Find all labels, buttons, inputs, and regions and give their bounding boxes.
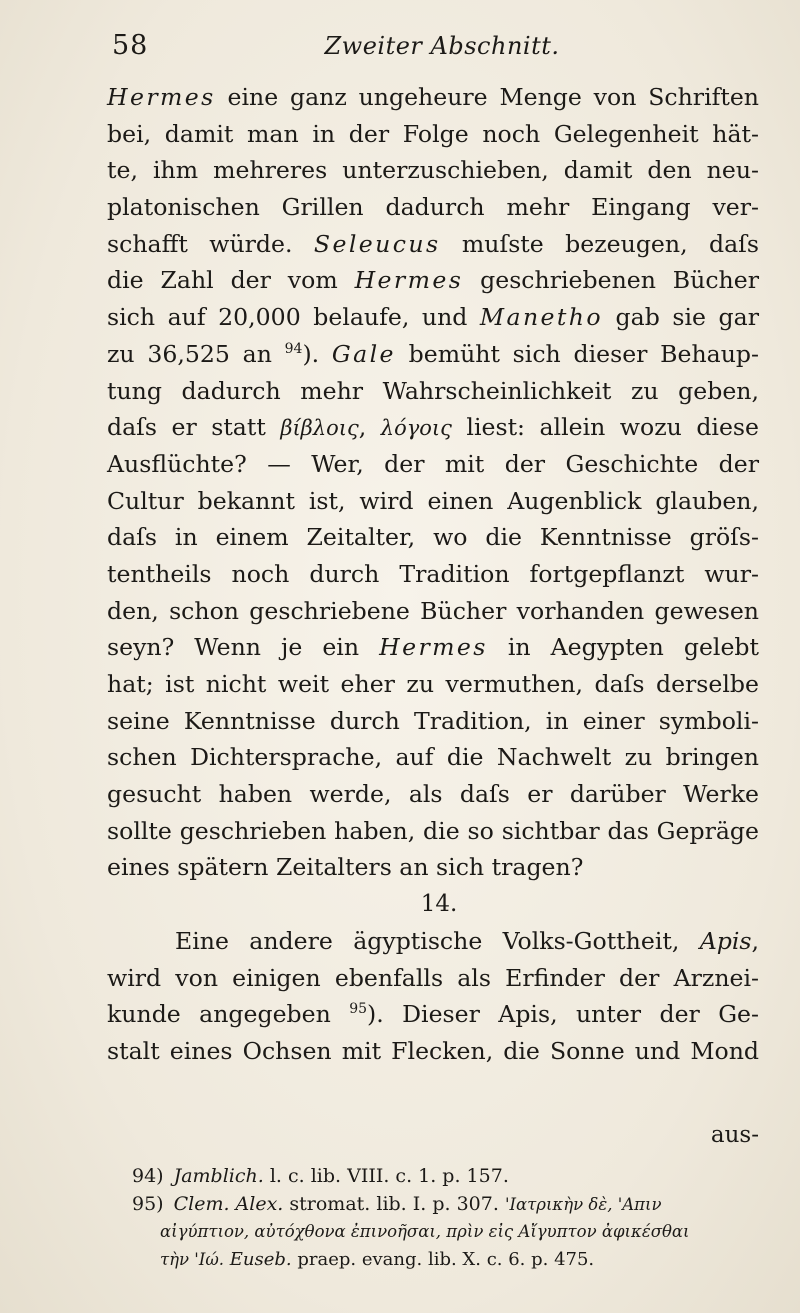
section-number: 14.	[420, 891, 458, 918]
text-line: bei, damit man in der Folge noch Gelegenheit hät-	[107, 119, 759, 148]
text-line: platonischen Grillen dadurch mehr Eingang ver-	[107, 193, 759, 222]
text-span: in Aegypten gelebt	[487, 633, 760, 662]
text-span: sich auf 20,000 belaufe, und	[107, 303, 480, 332]
text-line	[107, 79, 759, 116]
name-hermes: Hermes	[107, 83, 216, 111]
text-line	[107, 996, 759, 1033]
footnotes	[132, 1162, 760, 1274]
text-line: Ausflüchte? — Wer, der mit der Geschichte der	[107, 449, 759, 478]
text-line	[107, 299, 759, 336]
text-span: muſste bezeugen, daſs	[440, 229, 760, 258]
text-line	[107, 336, 759, 373]
text-line: Cultur bekannt ist, wird einen Augenblick glauben,	[107, 486, 759, 515]
text-span: liest: allein wozu diese	[451, 413, 759, 442]
text-span: Eine andere ägyptische Volks-Gottheit,	[175, 926, 700, 955]
text-line: sollte geschrieben haben, die so sichtbar das Gepräge	[107, 816, 759, 845]
text-line	[107, 226, 759, 263]
text-span: daſs er statt	[107, 413, 281, 442]
text-line: eines spätern Zeitalters an sich tragen?	[107, 853, 584, 882]
text-line: tung dadurch mehr Wahrscheinlichkeit zu geben,	[107, 376, 759, 405]
footnote-author: Clem. Alex.	[173, 1193, 284, 1215]
text-span: bemüht sich dieser Behaup-	[395, 339, 759, 368]
page-number: 58	[112, 30, 149, 61]
footnote-95	[132, 1190, 760, 1218]
text-span: die Zahl der vom	[107, 266, 355, 295]
name-hermes: Hermes	[379, 633, 488, 662]
catchword: aus-	[710, 1122, 759, 1148]
greek-word: βίβλοις	[280, 416, 359, 441]
name-hermes: Hermes	[354, 266, 464, 295]
footnote-author: Euseb.	[224, 1249, 292, 1270]
text-line: daſs in einem Zeitalter, wo die Kenntnisse gröſs-	[107, 523, 759, 552]
text-span: ,	[751, 926, 759, 955]
text-span: kunde angegeben	[107, 1000, 350, 1029]
name-seleucus: Seleucus	[313, 229, 441, 258]
footnote-label: 94)	[132, 1165, 164, 1187]
main-text	[107, 79, 759, 1070]
footnote-text: l. c. lib. VIII. c. 1. p. 157.	[263, 1165, 509, 1187]
footnote-line	[132, 1246, 760, 1274]
footnote-greek: 'Ιατρικὴν δὲ, 'Απιν	[504, 1195, 662, 1214]
text-span: zu 36,525 an	[107, 339, 285, 368]
footnote-text: praep. evang. lib. X. c. 6. p. 475.	[291, 1249, 595, 1270]
footnote-ref-94: 94	[284, 340, 303, 357]
text-line	[107, 409, 759, 446]
text-line: den, schon geschriebene Bücher vorhanden gewesen	[107, 596, 759, 625]
text-line: hat; ist nicht weit eher zu vermuthen, daſs derselbe	[107, 670, 759, 698]
name-gale: Gale	[331, 339, 396, 368]
text-line	[107, 629, 759, 666]
page-header	[112, 30, 772, 70]
name-manetho: Manetho	[479, 303, 603, 332]
text-line: tentheils noch durch Tradition fortgepflanzt wur-	[107, 559, 759, 588]
text-line: stalt eines Ochsen mit Flecken, die Sonne und Mond	[107, 1036, 759, 1065]
footnote-author: Jamblich.	[173, 1165, 264, 1187]
text-line	[107, 923, 759, 960]
footnote-greek-line: αἰγύπτιον, αὐτόχθονα ἐπινοῆσαι, πρὶν εἰς Αἴγυπτον ἀφικέσθαι	[160, 1222, 690, 1241]
text-span: seyn? Wenn je ein	[107, 633, 380, 662]
text-line: schen Dichtersprache, auf die Nachwelt zu bringen	[107, 743, 759, 772]
text-line: wird von einigen ebenfalls als Erfinder der Arznei-	[107, 963, 759, 992]
text-span: gab sie gar	[603, 303, 759, 332]
text-span: ,	[358, 413, 381, 442]
text-span: eine ganz ungeheure Menge von Schriften	[215, 83, 759, 111]
footnote-label: 95)	[132, 1193, 164, 1215]
footnote-94	[132, 1162, 760, 1190]
text-line: seine Kenntnisse durch Tradition, in einer symboli-	[107, 706, 759, 735]
running-head: Zweiter Abschnitt.	[324, 32, 560, 60]
text-line: te, ihm mehreres unterzuschieben, damit den neu-	[107, 156, 759, 185]
footnote-greek: τὴν 'Ιώ.	[160, 1250, 225, 1269]
greek-word: λόγοις	[380, 416, 452, 441]
text-line	[107, 262, 759, 299]
footnote-ref-95: 95	[349, 1001, 368, 1018]
text-span: schafft würde.	[107, 229, 314, 258]
footnote-text: stromat. lib. I. p. 307.	[283, 1193, 505, 1215]
name-apis: Apis	[699, 926, 752, 955]
text-line: gesucht haben werde, als daſs er darüber Werke	[107, 780, 759, 809]
text-span: geschriebenen Bücher	[463, 266, 759, 295]
text-span: ). Dieser Apis, unter der Ge-	[367, 1000, 759, 1029]
text-span: ).	[302, 339, 332, 368]
